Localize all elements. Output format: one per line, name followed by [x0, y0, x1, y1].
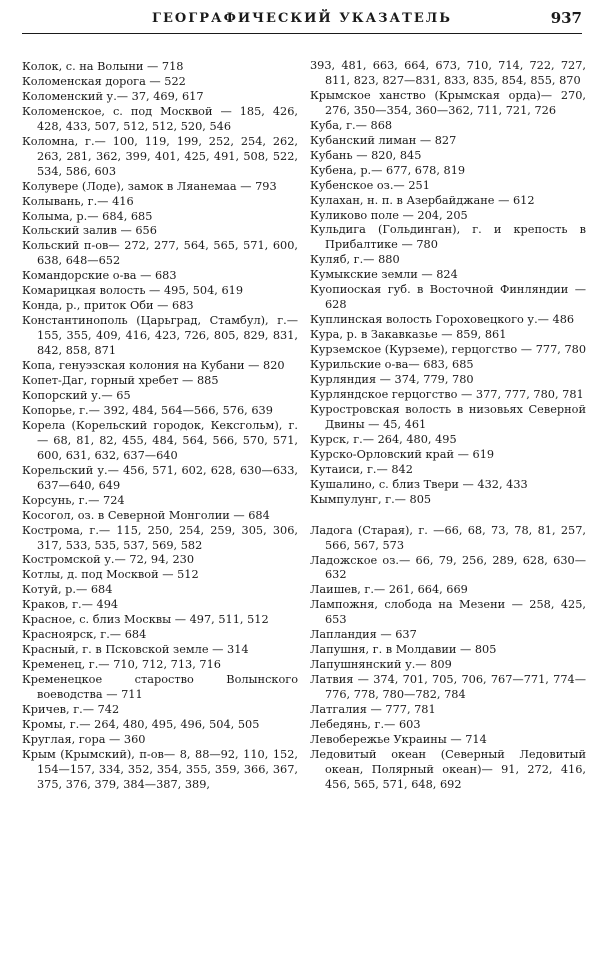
page-number: 937 [550, 9, 582, 27]
index-entry: Кричев, г.— 742 [22, 702, 120, 716]
index-entry: Коломна, г.— 100, 119, 199, 252, 254, 262, 263, 281, 362, 399, 401, 425, 491, 508, 522, 534, 586, 603 [22, 134, 298, 178]
running-header [22, 8, 582, 32]
index-entry: Котлы, д. под Москвой — 512 [22, 568, 199, 582]
index-entry: Куба, г.— 868 [310, 118, 393, 132]
index-entry: Лапушнянский у.— 809 [310, 658, 452, 672]
index-entry: Котуй, р.— 684 [22, 583, 113, 597]
section-gap [310, 508, 586, 524]
index-entry: Лаишев, г.— 261, 664, 669 [310, 583, 468, 597]
index-entry: Ледовитый океан (Северный Ледовитый океан, Полярный океан)— 91, 272, 416, 456, 565, 571, 648, 692 [310, 747, 586, 791]
index-entry: Латвия — 374, 701, 705, 706, 767—771, 774—776, 778, 780—782, 784 [310, 673, 586, 702]
index-entry: Красноярск, г.— 684 [22, 628, 147, 642]
index-entry: Кура, р. в Закавказье — 859, 861 [310, 328, 507, 342]
index-entry: Кулахан, н. п. в Азербайджане — 612 [310, 193, 535, 207]
index-entry: Коломенская дорога — 522 [22, 74, 186, 88]
index-entry: Кубенское оз.— 251 [310, 178, 430, 192]
index-entry: Куликово поле — 204, 205 [310, 208, 468, 222]
index-entry: Копа, генуэзская колония на Кубани — 820 [22, 359, 285, 373]
index-entry: Косогол, оз. в Северной Монголии — 684 [22, 508, 270, 522]
index-entry: Корсунь, г.— 724 [22, 493, 125, 507]
index-entry: Красное, с. близ Москвы — 497, 511, 512 [22, 613, 269, 627]
index-entry: Курск, г.— 264, 480, 495 [310, 432, 457, 446]
header-title: ГЕОГРАФИЧЕСКИЙ УКАЗАТЕЛЬ [152, 11, 452, 26]
index-entry: Курско-Орловский край — 619 [310, 447, 495, 461]
left-column [22, 60, 298, 793]
index-entry: Лапландия — 637 [310, 628, 417, 642]
index-entry: Кубань — 820, 845 [310, 148, 422, 162]
index-entry: Кременецкое староство Волынского воеводства — 711 [22, 673, 298, 702]
index-entry: 393, 481, 663, 664, 673, 710, 714, 722, 727, 811, 823, 827—831, 833, 835, 854, 855, 870 [310, 59, 586, 87]
index-entry: Костромской у.— 72, 94, 230 [22, 553, 195, 567]
index-entry: Колувере (Лоде), замок в Ляанемаа — 793 [22, 179, 277, 193]
index-entry: Куплинская волость Гороховецкого у.— 486 [310, 313, 575, 327]
index-entry: Латгалия — 777, 781 [310, 703, 436, 717]
index-entry: Комарицкая волость — 495, 504, 619 [22, 284, 244, 298]
index-entry: Кременец, г.— 710, 712, 713, 716 [22, 658, 221, 672]
index-entry: Колыма, р.— 684, 685 [22, 209, 153, 223]
index-entry: Красный, г. в Псковской земле — 314 [22, 643, 249, 657]
index-entry: Курземское (Курземе), герцогство — 777, 780 [310, 343, 587, 357]
index-entry: Копорье, г.— 392, 484, 564—566, 576, 639 [22, 403, 273, 417]
index-entry: Лапушня, г. в Молдавии — 805 [310, 643, 497, 657]
index-entry: Кромы, г.— 264, 480, 495, 496, 504, 505 [22, 717, 260, 731]
index-entry: Куростровская волость в низовьях Северной Двины — 45, 461 [310, 402, 586, 431]
index-entry: Коломенский у.— 37, 469, 617 [22, 89, 204, 103]
index-entry: Колок, с. на Волыни — 718 [22, 60, 184, 73]
index-entry: Кушалино, с. близ Твери — 432, 433 [310, 477, 528, 491]
index-entry: Курильские о-ва— 683, 685 [310, 358, 474, 372]
index-entry: Корела (Корельский городок, Кексгольм), г.— 68, 81, 82, 455, 484, 564, 566, 570, 571, 600, 631, 632, 637—640 [22, 418, 298, 462]
index-entry: Кострома, г.— 115, 250, 254, 259, 305, 306, 317, 533, 535, 537, 569, 582 [22, 523, 298, 552]
index-entry: Кубена, р.— 677, 678, 819 [310, 163, 466, 177]
index-entry: Куопиоская губ. в Восточной Финляндии — 628 [310, 283, 586, 312]
index-entry: Корельский у.— 456, 571, 602, 628, 630—633, 637—640, 649 [22, 463, 298, 492]
index-entry: Лебедянь, г.— 603 [310, 717, 421, 731]
index-entry: Кутаиси, г.— 842 [310, 462, 413, 476]
index-entry: Краков, г.— 494 [22, 598, 119, 612]
index-entry: Константинополь (Царьград, Стамбул), г.— 155, 355, 409, 416, 423, 726, 805, 829, 831, 842, 858, 871 [22, 314, 298, 358]
index-entry: Ладога (Старая), г. —66, 68, 73, 78, 81, 257, 566, 567, 573 [310, 523, 586, 552]
index-entry: Лампожня, слобода на Мезени — 258, 425, 653 [310, 598, 586, 627]
index-entry: Левобережье Украины — 714 [310, 732, 487, 746]
index-entry: Командорские о-ва — 683 [22, 269, 177, 283]
index-entry: Курляндия — 374, 779, 780 [310, 373, 474, 387]
index-entry: Кубанский лиман — 827 [310, 133, 457, 147]
index-entry: Коломенское, с. под Москвой — 185, 426, 428, 433, 507, 512, 512, 520, 546 [22, 104, 298, 133]
index-entry: Крым (Крымский), п-ов— 8, 88—92, 110, 152, 154—157, 334, 352, 354, 355, 359, 366, 367, 375, 376, 379, 384—387, 389, [22, 747, 298, 791]
index-entry: Кымпулунг, г.— 805 [310, 492, 432, 506]
index-entry: Копет-Даг, горный хребет — 885 [22, 374, 219, 388]
index-entry: Куляб, г.— 880 [310, 253, 400, 267]
index-entry: Конда, р., приток Оби — 683 [22, 299, 194, 313]
index-entry: Ладожское оз.— 66, 79, 256, 289, 628, 630—632 [310, 553, 586, 582]
index-entry: Курляндское герцогство — 377, 777, 780, 781 [310, 387, 584, 401]
index-entry: Круглая, гора — 360 [22, 732, 146, 746]
right-column [310, 59, 586, 793]
index-entry: Копорский у.— 65 [22, 388, 131, 402]
index-entry: Кульдига (Гольдинган), г. и крепость в Прибалтике — 780 [310, 223, 586, 252]
index-entry: Кольский п-ов— 272, 277, 564, 565, 571, 600, 638, 648—652 [22, 239, 298, 268]
index-entry: Кольский залив — 656 [22, 224, 157, 238]
index-entry: Колывань, г.— 416 [22, 194, 134, 208]
index-entry: Кумыкские земли — 824 [310, 268, 458, 282]
header-rule [22, 33, 582, 34]
index-entry: Крымское ханство (Крымская орда)— 270, 276, 350—354, 360—362, 711, 721, 726 [310, 88, 586, 117]
